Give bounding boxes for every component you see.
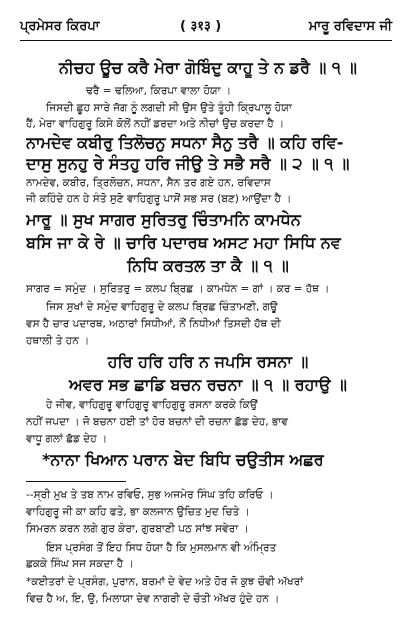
commentary-line: ਨਹੀਂ ਜਪਦਾ । ਜੋ ਬਚਨਾ ਹਈ ਤਾਂ ਹੋਰ ਬਚਨਾਂ ਦੀ ਰਚਨਾ ਛੱਡ ਦੇਹ, ਭਾਵ	[26, 416, 288, 428]
footnote-line: ਇਸ ਪ੍ਰਸੰਗ ਤੋਂ ਇਹ ਸਿਧ ਹੋਯਾ ਹੈ ਕਿ ਮੁਸਲਮਾਨ ਵੀ ਅੰਮ੍ਰਿਤ	[46, 542, 277, 554]
footnote-line: ਵਾਹਿਗੁਰੂ ਜੀ ਕਾ ਕਹਿ ਫਤੇ, ਭਾ ਕਲਜਾਨ ਉਚਿਤ ਮੁਦ ਚਿਤੇ ।	[26, 506, 250, 518]
gloss-line: ਢਰੈ = ਢਲਿਆ, ਕਿਰਪਾ ਵਾਲਾ ਹੋਯਾ ।	[86, 85, 232, 97]
commentary-line: ਹਥਾਲੀ ਤੇ ਹਨ ।	[26, 335, 90, 347]
header-divider	[20, 40, 392, 41]
commentary-line: ਜੀ ਕਹਿੰਦੇ ਹਨ ਹੇ ਸੰਤੋ ਸੁਣੋ ਵਾਹਿਗੁਰੂ ਪਾਸੋਂ ਸਭ ਸਰ (ਬਣ) ਆਉਂਦਾ ਹੈ ।	[26, 193, 292, 205]
page-header	[20, 16, 392, 38]
verse-line: ਨਾਮਦੇਵ ਕਬੀਰੁ ਤਿਲੋਚਨੁ ਸਧਨਾ ਸੈਨੁ ਤਰੈ ॥ ਕਹਿ ਰਵਿ-	[26, 133, 344, 152]
header-left-title: ਪ੍ਰਮੇਸਰ ਕਿਰਪਾ	[20, 19, 100, 34]
commentary-line: ਹੇ ਜੀਵ, ਵਾਹਿਗੁਰੂ ਵਾਹਿਗੁਰੂ ਵਾਹਿਗੁਰੂ ਰਸਨਾ ਕਰਕੇ ਕਿਉਂ	[46, 399, 258, 411]
verse-line: ਬਸਿ ਜਾ ਕੇ ਰੇ ॥ ਚਾਰਿ ਪਦਾਰਥ ਅਸਟ ਮਹਾ ਸਿਧਿ ਨਵ	[26, 233, 341, 252]
footnote-divider	[26, 481, 126, 482]
footnote-line: ਛਕਕੇ ਸਿੰਘ ਸਜ ਸਕਦਾ ਹੈ ।	[26, 558, 134, 570]
verse-line: *ਨਾਨਾ ਖਿਆਨ ਪਰਾਨ ਬੇਦ ਬਿਧਿ ਚਉਤੀਸ ਅਛਰ	[42, 450, 324, 469]
verse-line: ਦਾਸੁ ਸੁਨਹੁ ਰੇ ਸੰਤਹੁ ਹਰਿ ਜੀਉ ਤੇ ਸਭੈ ਸਰੈ ॥ ੨ ॥ ੧ ॥	[26, 154, 350, 173]
commentary-line: ਹੈਂ, ਮੇਰਾ ਵਾਹਿਗੁਰੂ ਕਿਸੇ ਕੋਲੋਂ ਨਹੀਂ ਡਰਦਾ ਅਤੇ ਨੀਚਾਂ ਉਚ ਕਰਦਾ ਹੈ ।	[26, 118, 285, 130]
commentary-line: ਵਸ ਹੈ ਚਾਰ ਪਦਾਰਥ, ਅਠਾਰਾਂ ਸਿਧੀਆਂ, ਨੌਂ ਨਿਧੀਆਂ ਤਿਸਦੀ ਹੱਥ ਦੀ	[26, 318, 281, 330]
verse-line: ਹਰਿ ਹਰਿ ਹਰਿ ਨ ਜਪਸਿ ਰਸਨਾ ॥	[107, 352, 309, 371]
verse-line: ਨੀਚਹ ਊਚ ਕਰੈ ਮੇਰਾ ਗੋਬਿੰਦੁ ਕਾਹੂ ਤੇ ਨ ਡਰੈ ॥ ੧ ॥	[59, 58, 357, 77]
verse-line: ਅਵਰ ਸਭ ਛਾਡਿ ਬਚਨ ਰਚਨਾ ॥ ੧ ॥ ਰਹਾਉ ॥	[69, 375, 347, 394]
gloss-line: ਸਾਗਰ = ਸਮੁੰਦ । ਸੁਰਿਤਰੁ = ਕਲਪ ਬ੍ਰਿਛ । ਕਾਮਧੇਨ = ਗਾਂ । ਕਰ = ਹੱਥ ।	[26, 283, 330, 295]
footnote-line: *ਕਈਤਰਾਂ ਦੇ ਪ੍ਰਸੰਗ, ਪੁਰਾਨ, ਬਰਮਾਂ ਦੇ ਵੇਦ ਅਤੇ ਹੋਰ ਜੋ ਕੁਝ ਚੌਵੀ ਅੱਖਰਾਂ	[26, 576, 304, 588]
verse-line: ਨਿਧਿ ਕਰਤਲ ਤਾ ਕੈ ॥ ੧ ॥	[127, 256, 289, 275]
commentary-line: ਜਿਸਦੀ ਛੂਹ ਸਾਰੇ ਜੱਗ ਨੂੰ ਲਗਦੀ ਸੀ ਉਸ ਉਤੇ ਤੂੰਹੀ ਕ੍ਰਿਪਾਲੂ ਹੋਯਾ	[46, 102, 292, 114]
footnote-line: ਸਿਮਰਨ ਕਰਨ ਲਗੇ ਗੁਰ ਕੇਰਾ, ਗੁਰਬਾਣੀ ਪਠ ਸਾਂਝ ਸਵੇਰਾ ।	[26, 523, 249, 535]
header-right-title: ਮਾਰੂ ਰਵਿਦਾਸ ਜੀ	[308, 19, 392, 34]
footnote-line: ਵਿਚ ਹੈ ਅ, ਇ, ਉ, ਮਿਲਾਯਾ ਦੇਵ ਨਾਗਰੀ ਦੇ ਚੌਤੀ ਅੱਖਰ ਹੁੰਦੇ ਹਨ ।	[26, 593, 280, 605]
page-number: ( ३१३ )	[180, 19, 222, 34]
verse-line: ਮਾਰੂ ॥ ਸੁਖ ਸਾਗਰ ਸੁਰਿਤਰੁ ਚਿੰਤਾਮਨਿ ਕਾਮਧੇਨ	[26, 210, 301, 229]
commentary-line: ਵਾਧੂ ਗਲਾਂ ਛੱਡ ਦੇਹ ।	[26, 433, 108, 445]
commentary-line: ਜਿਸ ਸੁਖਾਂ ਦੇ ਸਮੁੰਦ ਵਾਹਿਗੁਰੂ ਦੇ ਕਲਪ ਬ੍ਰਿਛ ਚਿੰਤਾਮਣੀ, ਗਊ	[46, 301, 278, 313]
commentary-line: ਨਾਮਦੇਵ, ਕਬੀਰ, ਤ੍ਰਿਲੋਚਨ, ਸਧਨਾ, ਸੈਨ ਤਰ ਗਏ ਹਨ, ਰਵਿਦਾਸ	[26, 177, 271, 189]
footnote-line: --ਸ੍ਰੀ ਮੁਖ ਤੇ ਤਬ ਨਾਮ ਰਵਿਓ, ਸੁਭ ਅਜਮੇਰ ਸਿੰਘ ਤਹਿ ਕਰਿਓ ।	[26, 489, 274, 501]
